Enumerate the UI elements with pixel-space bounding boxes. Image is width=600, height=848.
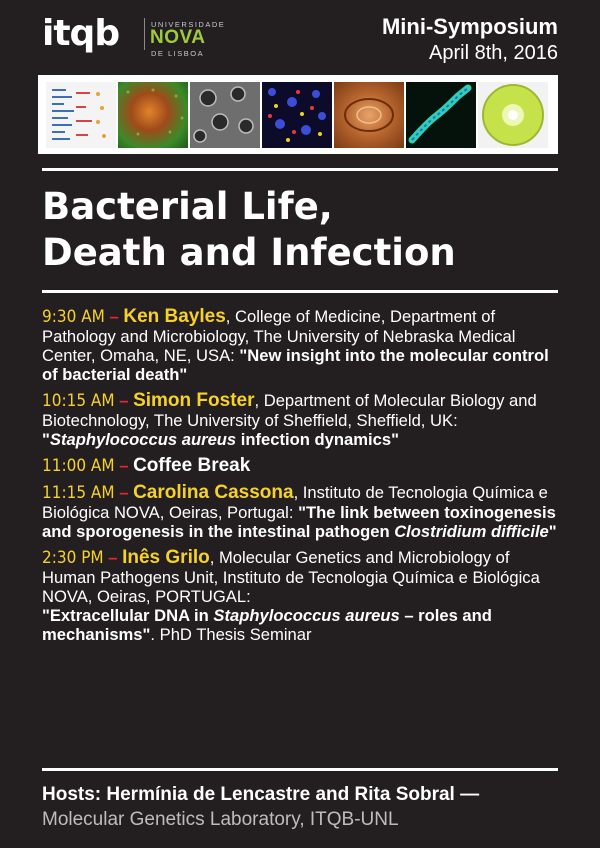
image-strip bbox=[38, 75, 558, 154]
divider-middle bbox=[42, 290, 558, 293]
speaker-name: Carolina Cassona bbox=[133, 482, 294, 503]
confocal-dots-image bbox=[262, 82, 332, 148]
session-dash: – bbox=[119, 391, 129, 410]
speaker-affiliation: , College of Medicine, Department of Pathology and Microbiology, The University of Nebraska Medical Center, Omaha, NE, USA: bbox=[42, 307, 516, 365]
speaker-name: Ken Bayles bbox=[123, 306, 226, 327]
hosts-line: Hosts: Hermínia de Lencastre and Rita Sobral — bbox=[42, 784, 480, 805]
coffee-break-label: Coffee Break bbox=[133, 455, 251, 476]
gel-lanes-image bbox=[46, 82, 116, 148]
university-label-top: UNIVERSIDADE bbox=[151, 20, 226, 29]
session-3 bbox=[42, 456, 566, 476]
university-name: NOVA bbox=[150, 27, 206, 48]
lab-line: Molecular Genetics Laboratory, ITQB-UNL bbox=[42, 809, 399, 830]
event-date: April 8th, 2016 bbox=[429, 42, 558, 64]
session-5 bbox=[42, 548, 566, 644]
fluorescent-colony-image bbox=[118, 82, 188, 148]
university-label-bottom: DE LISBOA bbox=[151, 49, 205, 58]
session-time: 10:15 AM bbox=[42, 391, 115, 411]
session-dash: – bbox=[119, 456, 129, 475]
session-4 bbox=[42, 483, 566, 541]
agar-plate-image bbox=[478, 82, 548, 148]
speaker-affiliation: , Molecular Genetics and Microbiology of Human Pathogens Unit, Instituto de Tecnologia Química e Biológica NOVA, Oeiras, PORTUGAL: bbox=[42, 548, 540, 606]
event-type: Mini-Symposium bbox=[381, 14, 558, 39]
biofilm-surface-image bbox=[334, 82, 404, 148]
speaker-affiliation: , Instituto de Tecnologia Química e Biológica NOVA, Oeiras, Portugal: bbox=[42, 483, 548, 522]
speaker-name: Simon Foster bbox=[133, 390, 255, 411]
talk-title: "Staphylococcus aureus infection dynamics" bbox=[42, 430, 399, 449]
title-line-2: Death and Infection bbox=[42, 231, 456, 274]
event-title bbox=[42, 184, 558, 276]
program-list bbox=[42, 307, 566, 651]
session-2 bbox=[42, 391, 566, 449]
session-dash: – bbox=[109, 307, 119, 326]
title-line-1: Bacterial Life, bbox=[42, 185, 333, 228]
talk-title: "New insight into the molecular control of bacterial death" bbox=[42, 346, 549, 384]
talk-title: "Extracellular DNA in Staphylococcus aureus – roles and mechanisms" bbox=[42, 606, 492, 644]
session-dash: – bbox=[108, 548, 118, 567]
divider-top bbox=[42, 168, 558, 171]
talk-title: "The link between toxinogenesis and sporogenesis in the intestinal pathogen Clostridium difficile" bbox=[42, 503, 557, 541]
talk-note: . PhD Thesis Seminar bbox=[150, 625, 312, 644]
bacterial-filament-image bbox=[406, 82, 476, 148]
session-time: 11:15 AM bbox=[42, 483, 115, 503]
session-time: 11:00 AM bbox=[42, 456, 115, 476]
session-dash: – bbox=[119, 483, 129, 502]
itqb-logo: itqb bbox=[42, 13, 120, 54]
speaker-affiliation: , Department of Molecular Biology and Biotechnology, The University of Sheffield, Sheffield, UK: bbox=[42, 391, 537, 430]
session-time: 2:30 PM bbox=[42, 548, 104, 568]
speaker-name: Inês Grilo bbox=[122, 547, 210, 568]
session-1 bbox=[42, 307, 566, 384]
session-time: 9:30 AM bbox=[42, 307, 105, 327]
divider-bottom bbox=[42, 768, 558, 771]
logo-divider bbox=[144, 18, 145, 50]
cells-microscopy-image bbox=[190, 82, 260, 148]
